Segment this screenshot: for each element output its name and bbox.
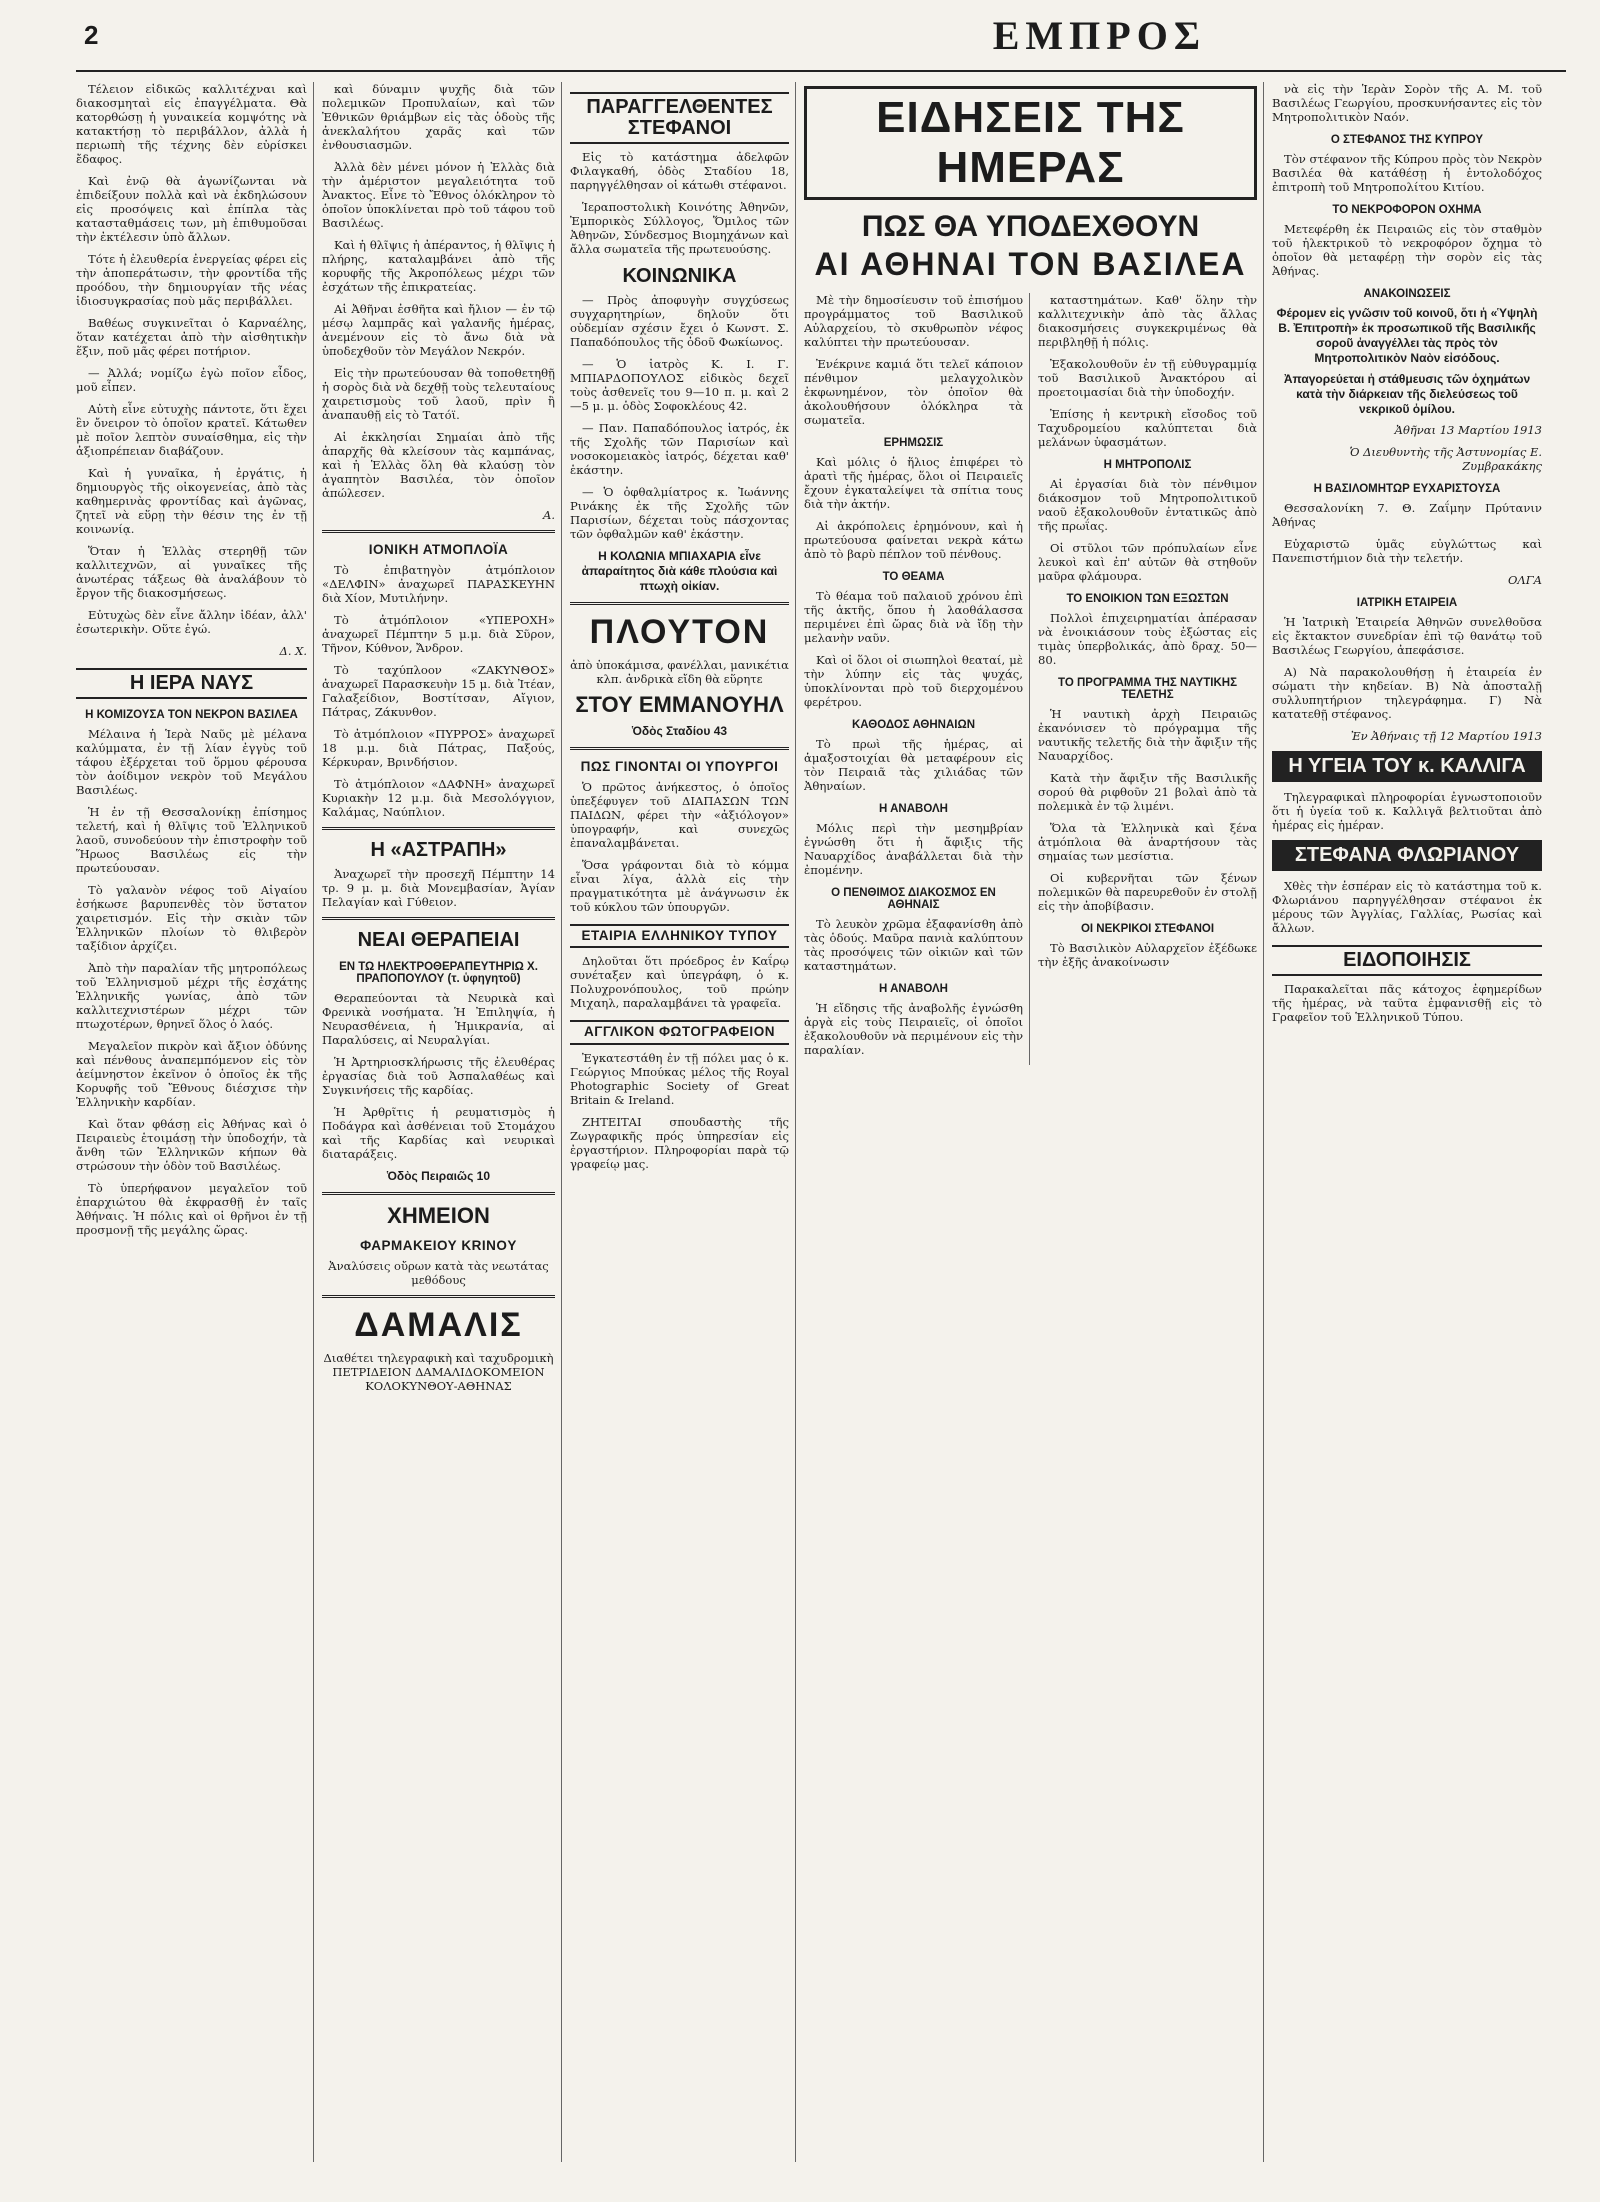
section-heading: ΑΝΑΚΟΙΝΩΣΕΙΣ xyxy=(1363,288,1451,301)
main-subheadline: ΠΩΣ ΘΑ ΥΠΟΔΕΧΘΟΥΝ xyxy=(861,210,1200,243)
subheadline-clinic: ΕΝ ΤΩ ΗΛΕΚΤΡΟΘΕΡΑΠΕΥΤΗΡΙΩ Χ. ΠΡΑΠΟΠΟΥΛΟΥ (τ. ὑφηγητοῦ) xyxy=(339,961,538,986)
column-3 xyxy=(570,82,796,2162)
shipping-notice: Τὸ ἀτμόπλοιον «ΔΑΦΝΗ» ἀναχωρεῖ Κυριακὴν 12 μ.μ. διὰ Μεσολόγγιον, Καλάμας, Ναύπλιον. xyxy=(322,777,555,820)
ad-chemistry-title: ΧΗΜΕΙΟΝ xyxy=(387,1203,490,1229)
article-text: Αἱ Ἀθῆναι ἐσθῆτα καὶ ἤλιον — ἐν τῷ μέσῳ λαμπρᾶς καὶ γαλανῆς ἡμέρας, ἀνεμένουν εἰς τὸ ἄνω διὰ νὰ ὑποδεχθοῦν τὸν Μεγάλον Νεκρόν. xyxy=(322,302,555,358)
ad-cologne: Η ΚΟΛΩΝΙΑ ΜΠΙΑΧΑΡΙΑ εἶνε ἀπαραίτητος διὰ κάθε πλούσια καὶ πτωχὴ οἰκίαν. xyxy=(581,549,778,593)
ad-text: Διαθέτει τηλεγραφικὴ καὶ ταχυδρομικὴ ΠΕΤΡΙΔΕΙΟΝ ΔΑΜΑΛΙΔΟΚΟΜΕΙΟΝ ΚΟΛΟΚΥΝΘΟΥ-ΑΘΗΝΑΣ xyxy=(323,1351,554,1394)
article-text: Ἡ εἴδησις τῆς ἀναβολῆς ἐγνώσθη ἀργὰ εἰς τοὺς Πειραιεῖς, οἱ ὁποῖοι ἐξακολουθοῦν νὰ περιμένουν εἰς τὴν παραλίαν. xyxy=(804,1001,1023,1058)
headline-wreaths: ΠΑΡΑΓΓΕΛΘΕΝΤΕΣ ΣΤΕΦΑΝΟΙ xyxy=(570,92,789,144)
section-heading: Η ΑΝΑΒΟΛΗ xyxy=(879,803,948,816)
headline-press-society: ΕΤΑΙΡΙΑ ΕΛΛΗΝΙΚΟΥ ΤΥΠΟΥ xyxy=(570,924,789,948)
signatory: ΟΛΓΑ xyxy=(1507,573,1542,588)
article-text: καταστημάτων. Καθ' ὅλην τὴν καλλιτεχνικὴν ἀπὸ τὰς ἄλλας διακοσμήσεις συγκεκριμένως θὰ περιβληθῇ ἡ πόλις. xyxy=(1038,293,1257,349)
article-text: Βαθέως συγκινεῖται ὁ Καρναέλης, ὅταν κατέχεται ἀπὸ τὴν αἰσθητικὴν ἕξιν, ποῦ μᾶς φέρει ποτήριον. xyxy=(76,316,307,358)
page-number: 2 xyxy=(84,19,99,50)
announcement-bold: Ἀπαγορεύεται ἡ στάθμευσις τῶν ὀχημάτων κατὰ τὴν διάρκειαν τῆς διελεύσεως τοῦ νεκρικοῦ ὀμίλου. xyxy=(1283,372,1531,417)
ad-text: Θεραπεύονται τὰ Νευρικὰ καὶ Φρενικὰ νοσήματα. Ἡ Ἐπιληψία, ἡ Νευρασθένεια, ἡ Ἡμικρανία, αἱ Παραλύσεις, αἱ Νευραλγίαι. xyxy=(322,991,555,1048)
shipping-notice: Ἀναχωρεῖ τὴν προσεχῆ Πέμπτην 14 τρ. 9 μ. μ. διὰ Μονεμβασίαν, Ἁγίαν Πελαγίαν καὶ Γύθειον. xyxy=(322,867,555,910)
article-text: Καὶ ἐνῷ θὰ ἀγωνίζωνται νὰ ἐπιδείξουν πολλὰ καὶ νὰ ἐκδηλώσουν εἰς προσόψεις καὶ ἐπίπλα τὰς κατασταθμάσεις των, μὴ ἐπιθυμοῦσαι τὴν ἐκτέλεσιν ὑπὸ ἄλλων. xyxy=(76,174,307,244)
main-article-columns xyxy=(804,293,1257,1065)
article-text: Εἰς τὴν πρωτεύουσαν θὰ τοποθετηθῇ ἡ σορὸς διὰ νὰ δεχθῇ τοὺς τελευταίους χαιρετισμοὺς τοῦ λαοῦ, πρὶν ἢ ἀναπαυθῇ εἰς τὸ Τατόϊ. xyxy=(322,366,555,422)
shipping-notice: Τὸ ἐπιβατηγὸν ἀτμόπλοιον «ΔΕΛΦΙΝ» ἀναχωρεῖ ΠΑΡΑΣΚΕΥΗΝ διὰ Χίον, Μυτιλήνην. xyxy=(322,563,555,606)
ad-text: ἀπὸ ὑποκάμισα, φανέλλαι, μανικέτια κλπ. ἀνδρικὰ εἴδη θὰ εὕρητε xyxy=(570,658,789,686)
telegram-text: Εὐχαριστῶ ὑμᾶς εὐγλώττως καὶ Πανεπιστήμιον διὰ τὴν τελετήν. xyxy=(1272,537,1542,566)
date-line: Ἐν Ἀθήναις τῇ 12 Μαρτίου 1913 xyxy=(1350,729,1542,744)
ad-plouton-title: ΠΛΟΥΤΟΝ xyxy=(589,613,770,651)
article-text: Ἐγκατεστάθη ἐν τῇ πόλει μας ὁ κ. Γεώργιος Μπούκας μέλος τῆς Royal Photographic Society of Great Britain & Ireland. xyxy=(570,1050,789,1107)
article-text: Ὅταν ἡ Ἑλλὰς στερηθῇ τῶν καλλιτεχνῶν, αἱ γυναῖκες τῆς ἀνωτέρας τάξεως θὰ ἀναλάβουν τὸ ἔργον τῆς διακοσμήσεως. xyxy=(76,544,307,600)
headline-social: ΚΟΙΝΩΝΙΚΑ xyxy=(622,265,737,287)
signatory: Ὁ Διευθυντὴς τῆς Ἀστυνομίας Ε. Ζυμβρακάκης xyxy=(1349,445,1542,474)
ad-damalis-title: ΔΑΜΑΛΙΣ xyxy=(354,1306,523,1345)
headline-florianou-wreaths: ΣΤΕΦΑΝΑ ΦΛΩΡΙΑΝΟΥ xyxy=(1272,840,1542,871)
article-text: — Ὁ ὀφθαλμίατρος κ. Ἰωάννης Ρινάκης ἐκ τῆς Σχολῆς τῶν Παρισίων, δέχεται τοὺς πάσχοντας τῶν ὀφθαλμῶν καθ' ἑκάστην. xyxy=(570,485,789,541)
section-heading: ΙΑΤΡΙΚΗ ΕΤΑΙΡΕΙΑ xyxy=(1356,597,1458,610)
section-heading: ΕΡΗΜΩΣΙΣ xyxy=(883,437,944,449)
author-signature: Δ. Χ. xyxy=(279,644,307,658)
headline-notice: ΕΙΔΟΠΟΙΗΣΙΣ xyxy=(1272,945,1542,976)
announcement-bold: Φέρομεν εἰς γνῶσιν τοῦ κοινοῦ, ὅτι ἡ «Ὑψηλὴ Β. Ἐπιτροπὴ» ἐκ προσωπικοῦ τῆς Βασιλικῆς σοροῦ ἀναγγέλλει τὰς πρὸς τὸν Μητροπολιτικὸν Ναὸν εἰσόδους. xyxy=(1276,306,1538,366)
article-text: Ἀλλὰ δὲν μένει μόνον ἡ Ἑλλὰς διὰ τὴν ἀμέριστον μεγαλειότητα τοῦ Ἀνακτος. Εἶνε τὸ Ἔθνος ὁλόκληρον τὸ ὁποῖον ὑποκλίνεται πρὸ τοῦ τάφου τοῦ Βασιλέως. xyxy=(322,160,555,230)
article-text: — Ὁ ἰατρὸς Κ. Ι. Γ. ΜΠΙΑΡΔΟΠΟΥΛΟΣ εἰδικὸς δεχεῖ τοὺς ἀσθενεῖς του 9—10 π. μ. καὶ 2—5 μ. μ. ὁδὸς Σοφοκλέους 42. xyxy=(570,357,789,413)
article-text: Τέλειον εἰδικῶς καλλιτέχναι καὶ διακοσμηταὶ εἰς ἐπαγγέλματα. Θὰ κατορθώσῃ ἡ γυναικεία κομψότης νὰ κατακτήσῃ τὸ περιβάλλον, ἀλλὰ ἡ περιωπὴ τῆς τέχνης δὲν εὑρίσκει ἔδαφος. xyxy=(76,82,307,166)
article-text: Μόλις περὶ τὴν μεσημβρίαν ἐγνώσθη ὅτι ἡ ἄφιξις τῆς Ναυαρχίδος ἀναβάλλεται διὰ τὴν ἐπομένην. xyxy=(804,821,1023,878)
column-2 xyxy=(322,82,562,2162)
article-text: Τὸ ὑπερήφανον μεγαλεῖον τοῦ ἐπαρχιώτου θὰ ἐκφρασθῇ ἐν ταῖς Ἀθήναις. Ἡ πόλις καὶ οἱ θρῆνοι ἐν τῇ προσμονῇ τῆς μεγάλης ὥρας. xyxy=(76,1181,307,1238)
article-text: Τότε ἡ ἐλευθερία ἐνεργείας φέρει εἰς τὴν ἀποπεράτωσιν, τὴν φροντίδα τῆς προόδου, τὴν δημιουργίαν τῆς νέας ἰδιοσυγκρασίας ποὺ μᾶς περιβάλλει. xyxy=(76,252,307,308)
article-text: Εὐτυχὼς δὲν εἶνε ἄλλην ἰδέαν, ἀλλ' ἐσωτερικὴν. Οὕτε ἐγώ. xyxy=(76,608,307,636)
main-subheadline-2: ΑΙ ΑΘΗΝΑΙ ΤΟΝ ΒΑΣΙΛΕΑ xyxy=(814,246,1247,282)
article-text: Εἰς τὸ κατάστημα ἀδελφῶν Φιλαγκαθή, ὁδὸς Σταδίου 18, παρηγγέλθησαν οἱ κάτωθι στέφανοι. xyxy=(570,150,789,192)
article-text: Ἡ ναυτικὴ ἀρχὴ Πειραιῶς ἐκανόνισεν τὸ πρόγραμμα τῆς ναυτικῆς τελετῆς διὰ τὴν ἄφιξιν τῆς Ναυαρχίδος. xyxy=(1038,707,1257,764)
article-text: Τὸ λευκὸν χρῶμα ἐξαφανίσθη ἀπὸ τὰς ὁδούς. Μαῦρα πανιὰ καλύπτουν τὰς προσόψεις τῶν οἰκιῶν καὶ τῶν καταστημάτων. xyxy=(804,917,1023,974)
telegram-text: Θεσσαλονίκη 7. Θ. Ζαΐμην Πρύτανιν Ἀθήνας xyxy=(1272,501,1542,530)
ad-store-name: ΣΤΟΥ ΕΜΜΑΝΟΥΗΛ xyxy=(575,692,784,717)
article-text: Δηλοῦται ὅτι πρόεδρος ἐν Καΐρῳ συνέταξεν καὶ ὑπεγράφη, ὁ κ. Πολυχρονόπουλος, τοῦ πρώην Μιχαηλ, παραλαμβάνει τὰ γραφεῖα. xyxy=(570,954,789,1011)
main-article-right xyxy=(1038,293,1257,1065)
article-text: Μεγαλεῖον πικρὸν καὶ ἄξιον ὀδύνης καὶ πένθους ἀναπεμπόμενον εἰς τὸν ἀείμνηστον ἐκεῖνον ὁ ὁποῖος ἐκ τῆς Κορυφῆς τοῦ Ἔθνους διέσχισε τὴν Ἑλληνικὴν καρδίαν. xyxy=(76,1039,307,1110)
article-text: Παρακαλεῖται πᾶς κάτοχος ἐφημερίδων τῆς ἡμέρας, νὰ ταῦτα ἐμφανισθῇ εἰς τὸ Γραφεῖον τοῦ Ἑλληνικοῦ Τύπου. xyxy=(1272,982,1542,1025)
divider xyxy=(322,1192,555,1195)
article-text: Μὲ τὴν δημοσίευσιν τοῦ ἐπισήμου προγράμματος τοῦ Βασιλικοῦ Αὐλαρχείου, τὸ σκυθρωπὸν νέφος καλύπτει τὴν πρωτεύουσαν. xyxy=(804,293,1023,349)
section-heading: Η ΒΑΣΙΛΟΜΗΤΩΡ ΕΥΧΑΡΙΣΤΟΥΣΑ xyxy=(1313,483,1501,496)
headline-kalligas-health: Η ΥΓΕΙΑ ΤΟΥ κ. ΚΑΛΛΙΓΑ xyxy=(1272,751,1542,782)
article-text: Χθὲς τὴν ἑσπέραν εἰς τὸ κατάστημα τοῦ κ. Φλωριάνου παρηγγέλθησαν στέφανοι ἐκ μέρους τῶν Ἀγγλίας, Γαλλίας, Ρωσίας καὶ ἄλλων. xyxy=(1272,879,1542,936)
subheadline-holy-ship: Η ΚΟΜΙΖΟΥΣΑ ΤΟΝ ΝΕΚΡΟΝ ΒΑΣΙΛΕΑ xyxy=(85,709,298,721)
section-heading: Η ΜΗΤΡΟΠΟΛΙΣ xyxy=(1103,459,1192,471)
headline-new-therapies: ΝΕΑΙ ΘΕΡΑΠΕΙΑΙ xyxy=(357,929,520,952)
headline-astrapi: Η «ΑΣΤΡΑΠΗ» xyxy=(370,839,507,862)
article-text: Ἀπὸ τὴν παραλίαν τῆς μητροπόλεως τοῦ Ἑλληνισμοῦ μέχρι τῆς ἐσχάτης Ἑλληνικῆς γωνίας, ἀπὸ τῶν καλλιτεχνιστέρων μέχρι τῶν πτωχοτέρων, θρηνεῖ ὅλος ὁ λαός. xyxy=(76,961,307,1032)
article-text: Τὸ πρωὶ τῆς ἡμέρας, αἱ ἁμαξοστοιχίαι θὰ μεταφέρουν εἰς τὸν Πειραιᾶ τὰς χιλιάδας τῶν Ἀθηναίων. xyxy=(804,737,1023,794)
article-text: Οἱ στῦλοι τῶν πρόπυλαίων εἶνε λευκοὶ καὶ ἐπ' αὐτῶν θὰ στηθοῦν μαῦρα φλάμουρα. xyxy=(1038,541,1257,584)
shipping-notice: Τὸ ἀτμόπλοιον «ΠΥΡΡΟΣ» ἀναχωρεῖ 18 μ.μ. διὰ Πάτρας, Παξούς, Κέρκυραν, Βρινδήσιον. xyxy=(322,727,555,770)
article-text: Οἱ κυβερνῆται τῶν ξένων πολεμικῶν θὰ παρευρεθοῦν ἐν στολῇ εἰς τὴν ἀποβίβασιν. xyxy=(1038,871,1257,914)
article-text: Ἡ Ἰατρικὴ Ἑταιρεία Ἀθηνῶν συνελθοῦσα εἰς ἔκτακτον συνεδρίαν ἐπὶ τῷ θανάτῳ τοῦ Βασιλέως Γεωργίου, ἀπεφάσισε. xyxy=(1272,615,1542,658)
divider xyxy=(570,602,789,605)
divider xyxy=(322,917,555,920)
headline-ionian-shipping: ΙΟΝΙΚΗ ΑΤΜΟΠΛΟΪΑ xyxy=(368,542,509,557)
article-text: Καὶ μόλις ὁ ἥλιος ἐπιφέρει τὸ ἀρατὶ τῆς ἡμέρας, ὅλοι οἱ Πειραιεῖς ἔχουν ἐγκαταλείψει τὰ σπίτια τους διὰ τὴν ἀκτήν. xyxy=(804,455,1023,512)
store-address: Ὁδὸς Σταδίου 43 xyxy=(631,724,728,738)
main-article-left xyxy=(804,293,1030,1065)
paper-name: ΕΜΠΡΟΣ xyxy=(992,12,1206,58)
article-text: Κατὰ τὴν ἄφιξιν τῆς Βασιλικῆς σορού θὰ ριφθοῦν 21 βολαὶ ἀπὸ τὰ πολεμικὰ ἐν τῷ λιμένι. xyxy=(1038,771,1257,814)
section-heading: ΟΙ ΝΕΚΡΙΚΟΙ ΣΤΕΦΑΝΟΙ xyxy=(1080,923,1215,936)
column-5 xyxy=(1272,82,1548,2162)
section-heading: Η ΑΝΑΒΟΛΗ xyxy=(879,983,948,996)
column-4 xyxy=(804,82,1264,2162)
article-text: Καὶ οἱ ὅλοι οἱ σιωπηλοὶ θεαταί, μὲ τὴν λύπην εἰς τὰς ψυχάς, ὑποκλίνονται πρὸ τοῦ διερχομένου φερέτρου. xyxy=(804,653,1023,710)
headline-ministers: ΠΩΣ ΓΙΝΟΝΤΑΙ ΟΙ ΥΠΟΥΡΓΟΙ xyxy=(580,759,779,774)
author-signature: Α. xyxy=(543,508,555,522)
ad-pharmacy-name: ΦΑΡΜΑΚΕΙΟΥ KRINOY xyxy=(360,1238,517,1254)
divider xyxy=(570,747,789,750)
article-text: Τὸ θέαμα τοῦ παλαιοῦ χρόνου ἐπὶ τῆς ἀκτῆς, ὅπου ἡ λαοθάλασσα περιμένει ἐπὶ ὥρας διὰ νὰ ἴδῃ τὴν μελανὴν ναῦν. xyxy=(804,589,1023,646)
article-text: Α) Νὰ παρακολουθήσῃ ἡ ἑταιρεία ἐν σώματι τὴν κηδείαν. Β) Νὰ ἀποσταλῇ συλλυπητήριον τηλεγράφημα. Γ) Νὰ κατατεθῇ στέφανος. xyxy=(1272,665,1542,722)
section-heading: ΤΟ ΘΕΑΜΑ xyxy=(882,571,945,584)
divider xyxy=(322,1295,555,1298)
divider xyxy=(322,827,555,830)
article-text: Ὁ πρῶτος ἀνήκεστος, ὁ ὁποῖος ὑπεξέφυγεν τοῦ ΔΙΑΠΑΣΩΝ ΤΩΝ ΠΑΙΔΩΝ, φέρει τὴν «ἀξιόλογον» ὑπογραφήν, καὶ συνεχῶς ἐπαναλαμβάνεται. xyxy=(570,780,789,851)
article-text: Πολλοὶ ἐπιχειρηματίαι ἀπέρασαν νὰ ἐνοικιάσουν τοὺς ἐξώστας εἰς τιμὰς ὑπερβολικάς, ἀπὸ δραχ. 50—80. xyxy=(1038,611,1257,668)
article-text: — Ἀλλά; νομίζω ἐγὼ ποῖον εἶδος, μοῦ εἶπεν. xyxy=(76,366,307,394)
article-text: καὶ δύναμιν ψυχῆς διὰ τῶν πολεμικῶν Προπυλαίων, καὶ τῶν Ἐθνικῶν θριάμβων εἰς τὰς ὁδοὺς τῆς ἀνεκλαλήτου χαρᾶς καὶ τῶν ἐνθουσιασμῶν. xyxy=(322,82,555,152)
article-text: Τὸ Βασιλικὸν Αὐλαρχεῖον ἐξέδωκε τὴν ἑξῆς ἀνακοίνωσιν xyxy=(1038,941,1257,970)
headline-photo-studio: ΑΓΓΛΙΚΟΝ ΦΩΤΟΓΡΑΦΕΙΟΝ xyxy=(570,1020,789,1044)
article-text: Ὅσα γράφονται διὰ τὸ κόμμα εἶναι λίγα, ἀλλὰ εἰς τὴν πραγματικότητα μὲ ἀνάγνωσιν ἐκ τοῦ κύκλου τῶν ὑπουργῶν. xyxy=(570,858,789,915)
headline-holy-ship: Η ΙΕΡΑ ΝΑΥΣ xyxy=(76,668,307,699)
article-text: Ἐπίσης ἡ κεντρικὴ εἴσοδος τοῦ Ταχυδρομείου καλύπτεται διὰ μελάνων ὑφασμάτων. xyxy=(1038,407,1257,449)
ad-text: Ἡ Ἀρτηριοσκλήρωσις τῆς ἐλευθέρας ἐργασίας διὰ τοῦ Ἀσπαλαθέως καὶ Συγκινήσεις τῆς καρδίας. xyxy=(322,1055,555,1098)
article-text: Τὸν στέφανον τῆς Κύπρου πρὸς τὸν Νεκρὸν Βασιλέα θὰ κατάθέσῃ ἡ ἐντολοδόχος ἐπιτροπὴ τοῦ Μητροπολίτου Κιτίου. xyxy=(1272,152,1542,195)
shipping-notice: Τὸ ἀτμόπλοιον «ΥΠΕΡΟΧΗ» ἀναχωρεῖ Πέμπτην 5 μ.μ. διὰ Σῦρον, Τῆνον, Κύθνον, Ἄνδρον. xyxy=(322,613,555,656)
article-text: νὰ εἰς τὴν Ἱερὰν Σορὸν τῆς Α. Μ. τοῦ Βασιλέως Γεωργίου, προσκυνήσαντες εἰς τὸν Μητροπολιτικὸν Ναόν. xyxy=(1272,82,1542,124)
classified-ad: ΖΗΤΕΙΤΑΙ σπουδαστὴς τῆς Ζωγραφικῆς πρός ὑπηρεσίαν εἰς ἐργαστήριον. Πληροφορίαι παρὰ τῷ γραφείῳ μας. xyxy=(570,1114,789,1171)
section-heading: ΤΟ ΠΡΟΓΡΑΜΜΑ ΤΗΣ ΝΑΥΤΙΚΗΣ ΤΕΛΕΤΗΣ xyxy=(1058,677,1237,702)
clinic-address: Ὁδὸς Πειραιῶς 10 xyxy=(387,1169,490,1184)
section-heading: ΤΟ ΕΝΟΙΚΙΟΝ ΤΩΝ ΕΞΩΣΤΩΝ xyxy=(1066,593,1229,606)
date-line: Ἀθῆναι 13 Μαρτίου 1913 xyxy=(1394,423,1542,438)
article-text: Μετεφέρθη ἐκ Πειραιῶς εἰς τὸν σταθμὸν τοῦ ἠλεκτρικοῦ τὸ νεκροφόρον ὄχημα τὸ ὁποῖον θὰ μεταφέρῃ τὴν σορὸν εἰς τὰς Ἀθήνας. xyxy=(1272,222,1542,279)
article-text: Ἐξακολουθοῦν ἐν τῇ εὐθυγραμμίᾳ τοῦ Βασιλικοῦ Ἀνακτόρου αἱ προετοιμασίαι διὰ τὴν ὑποδοχήν. xyxy=(1038,357,1257,399)
article-text: Αἱ ἐργασίαι διὰ τὸν πένθιμον διάκοσμον τοῦ Μητροπολιτικοῦ ναοῦ ἐξακολουθοῦν ἐντατικῶς ἀπὸ τῆς πρωΐας. xyxy=(1038,477,1257,534)
main-headline: ΕΙΔΗΣΕΙΣ ΤΗΣ ΗΜΕΡΑΣ xyxy=(804,86,1257,200)
article-text: Μέλαινα ἡ Ἱερὰ Ναῦς μὲ μέλανα καλύμματα, ἐν τῇ λίαν ἐγγὺς τοῦ τάφου ἐξέρχεται τοῦ ὅρμου φέρουσα τὸν ἀοίδιμον νεκρὸν τοῦ Μεγάλου Βασιλέως. xyxy=(76,727,307,798)
article-text: Τηλεγραφικαὶ πληροφορίαι ἐγνωστοποιοῦν ὅτι ἡ ὑγεία τοῦ κ. Καλλιγᾶ βελτιοῦται ἀπὸ ἡμέρας εἰς ἡμέραν. xyxy=(1272,790,1542,833)
columns xyxy=(76,82,1566,2162)
ad-text: Ἡ Ἀρθρῖτις ἡ ρευματισμὸς ἡ Ποδάγρα καὶ ἀσθένειαι τοῦ Στομάχου καὶ τῆς Καρδίας καὶ νευρικαὶ διαταράξεις. xyxy=(322,1105,555,1162)
article-text: Αἱ ἀκρόπολεις ἐρημόνουν, καὶ ἡ πρωτεύουσα φαίνεται νεκρὰ κάτω ἀπὸ τὸ βαρὺ πέπλον τοῦ πένθους. xyxy=(804,519,1023,562)
article-text: Ἱεραποστολικὴ Κοινότης Ἀθηνῶν, Ἐμπορικὸς Σύλλογος, Ὅμιλος τῶν Ἀθηνῶν, Σύνδεσμος Βιομηχάνων καὶ ἄλλα σωματεῖα τῆς πρωτευούσης. xyxy=(570,200,789,256)
article-text: Ὅλα τὰ Ἑλληνικὰ καὶ ξένα ἀτμόπλοια θὰ ἀναρτήσουν τὰς σημαίας των μεσίστια. xyxy=(1038,821,1257,864)
article-text: Καὶ ἡ θλῖψις ἡ ἀπέραντος, ἡ θλῖψις ἡ πλήρης, καταλαμβάνει ἀπὸ τῆς κορυφῆς τῆς Ἀκροπόλεως μέχρι τῶν ἐσχάτων τῆς ἐπικρατείας. xyxy=(322,238,555,294)
shipping-notice: Τὸ ταχύπλοον «ΖΑΚΥΝΘΟΣ» ἀναχωρεῖ Παρασκευὴν 15 μ. διὰ Ἰτέαν, Γαλαξείδιον, Βοστίτσαν, Αἴγιον, Πάτρας, Ζάκυνθον. xyxy=(322,663,555,720)
ad-text: Ἀναλύσεις οὔρων κατὰ τὰς νεωτάτας μεθόδους xyxy=(328,1259,549,1288)
article-text: Ἡ ἐν τῇ Θεσσαλονίκῃ ἐπίσημος τελετή, καὶ ἡ θλῖψις τοῦ Ἑλληνικοῦ λαοῦ, συνοδεύουν τὴν ἐπιστροφὴν τοῦ Ἥρωος Βασιλέως εἰς τὴν πρωτεύουσαν. xyxy=(76,805,307,876)
column-1 xyxy=(76,82,314,2162)
article-text: Ἐνέκρινε καμιά ὅτι τελεῖ κάποιον πένθιμον μελαγχολικὸν ἐκφωνημένον, τὸν ὁποῖον θὰ ἀκολουθήσουν ὁλόκληρα τὰ σωματεῖα. xyxy=(804,357,1023,427)
section-heading: ΚΑΘΟΔΟΣ ΑΘΗΝΑΙΩΝ xyxy=(851,719,976,732)
article-text: — Παν. Παπαδόπουλος ἰατρός, ἐκ τῆς Σχολῆς τῶν Παρισίων καὶ νοσοκομειακὸς ἰατρός, δέχεται καθ' ἑκάστην. xyxy=(570,421,789,477)
article-text: Καὶ ὅταν φθάσῃ εἰς Ἀθήνας καὶ ὁ Πειραιεὺς ἑτοιμάσῃ τὴν ὑποδοχήν, τὰ ἄνθη τῶν Ἑλληνικῶν κήπων θὰ στρώσουν τὴν ὁδὸν τοῦ Βασιλέως. xyxy=(76,1117,307,1174)
section-heading: ΤΟ ΝΕΚΡΟΦΟΡΟΝ ΟΧΗΜΑ xyxy=(1332,204,1482,217)
article-text: Αἱ ἐκκλησίαι Σημαίαι ἀπὸ τῆς ἀπαρχῆς θὰ κλείσουν τὰς καμπάνας, καὶ ἡ Ἑλλὰς ὅλη θὰ κλαύσῃ τὸν ἀγαπητὸν Βασιλέα, τὸν ὁποῖον ἀπώλεσεν. xyxy=(322,430,555,500)
section-heading: Ο ΠΕΝΘΙΜΟΣ ΔΙΑΚΟΣΜΟΣ ΕΝ ΑΘΗΝΑΙΣ xyxy=(831,887,996,912)
divider xyxy=(322,530,555,533)
article-text: Αὐτὴ εἶνε εὐτυχὴς πάντοτε, ὅτι ἔχει ἓν ὄνειρον τὸ ὁποῖον κρατεῖ. Κάτωθεν μὲ ποῖον λεπτὸν συναίσθημα, εἰς τὴν ἀξιοπρέπειαν διαβάζουν. xyxy=(76,402,307,458)
masthead xyxy=(76,0,1566,72)
article-text: — Πρὸς ἀποφυγὴν συγχύσεως συγχαρητηρίων, δηλοῦν ὅτι οὐδεμίαν σχέσιν ἔχει ὁ Κωνστ. Σ. Παπαδόπουλος τῆς ὁδοῦ Φωκίωνος. xyxy=(570,293,789,349)
article-text: Τὸ γαλανὸν νέφος τοῦ Αἰγαίου ἐσήκωσε βαρυπενθὲς τὸν ὕστατον χαιρετισμόν. Εἰς τὴν σκιὰν τῶν Ἑλληνικῶν πλοίων τὸ θλιβερὸν ταξίδιον ἀρχίζει. xyxy=(76,883,307,954)
article-text: Καὶ ἡ γυναῖκα, ἡ ἐργάτις, ἡ δημιουργὸς τῆς οἰκογενείας, ἀπὸ τὰς καθημερινὰς φροντίδας καὶ ἀγῶνας, ζητεῖ νὰ εὕρῃ τὴν θέσιν της ἐν τῇ κοινωνίᾳ. xyxy=(76,466,307,536)
section-heading: Ο ΣΤΕΦΑΝΟΣ ΤΗΣ ΚΥΠΡΟΥ xyxy=(1330,134,1484,146)
